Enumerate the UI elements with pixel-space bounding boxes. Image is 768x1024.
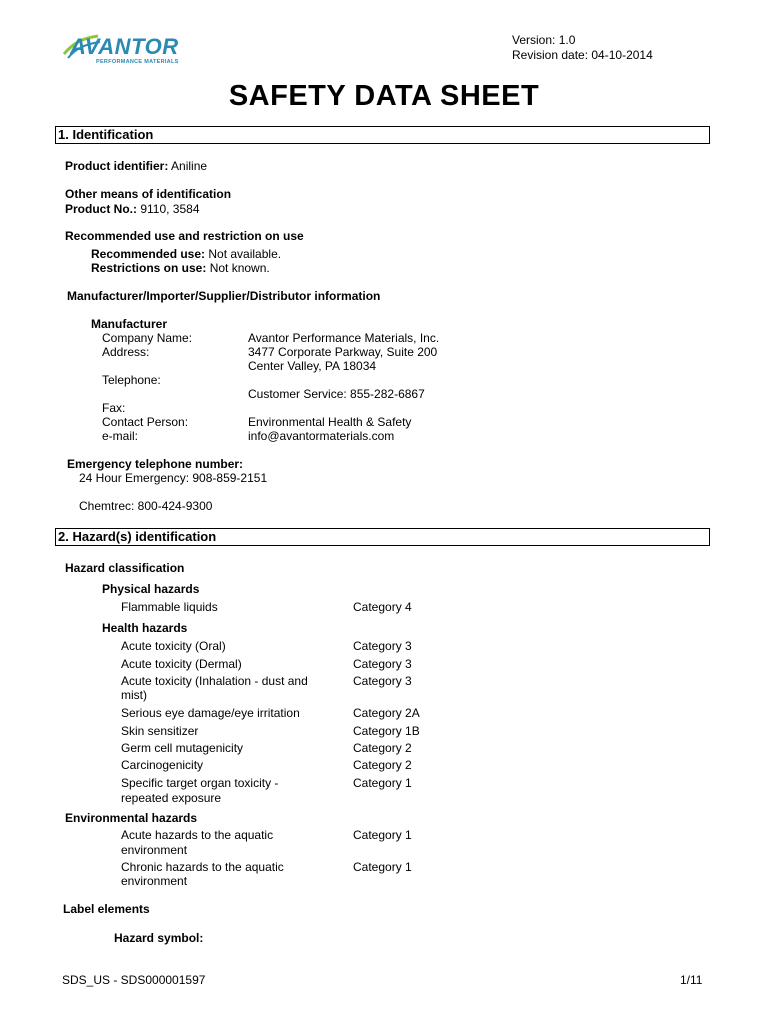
version-block [512, 33, 653, 63]
hazard-name: Chronic hazards to the aquatic [121, 860, 284, 874]
hazard-category: Category 3 [353, 639, 412, 653]
contact-person-value: Environmental Health & Safety [248, 415, 412, 429]
emergency-heading: Emergency telephone number: [67, 457, 244, 471]
hazard-name: Acute toxicity (Inhalation - dust and [121, 674, 308, 688]
revision-date: Revision date: 04-10-2014 [512, 48, 653, 62]
restrictions-on-use [91, 261, 270, 275]
recommended-use [91, 247, 281, 261]
recommended-use-heading: Recommended use and restriction on use [65, 229, 304, 243]
hazard-category: Category 1 [353, 776, 412, 790]
hazard-category: Category 1 [353, 828, 412, 842]
health-hazards-heading: Health hazards [102, 621, 188, 635]
hazard-category: Category 3 [353, 657, 412, 671]
label-elements-heading: Label elements [63, 902, 150, 916]
address-line2: Center Valley, PA 18034 [248, 359, 377, 373]
logo-text: AVANTOR [70, 34, 179, 59]
product-no-value: 9110, 3584 [137, 202, 200, 216]
address-line1: 3477 Corporate Parkway, Suite 200 [248, 345, 438, 359]
company-name-value: Avantor Performance Materials, Inc. [248, 331, 440, 345]
contact-person-label: Contact Person: [102, 415, 189, 429]
hazard-category: Category 1B [353, 724, 420, 738]
environmental-hazards-heading: Environmental hazards [65, 811, 198, 825]
hazard-name: Acute hazards to the aquatic [121, 828, 274, 842]
restrictions-value: Not known. [206, 261, 270, 275]
hazard-name-cont: environment [121, 874, 188, 888]
hazard-name-cont: repeated exposure [121, 791, 222, 805]
hazard-category: Category 2A [353, 706, 420, 720]
hazard-category: Category 2 [353, 741, 412, 755]
hazard-name: Acute toxicity (Oral) [121, 639, 226, 653]
product-identifier-label: Product identifier: [65, 159, 169, 173]
section-1-heading: 1. Identification [58, 127, 154, 142]
product-number [65, 202, 200, 216]
telephone-label: Telephone: [102, 373, 161, 387]
chemtrec: Chemtrec: 800-424-9300 [79, 499, 213, 513]
hazard-name: Skin sensitizer [121, 724, 199, 738]
hazard-classification-heading: Hazard classification [65, 561, 185, 575]
page-title: SAFETY DATA SHEET [228, 80, 540, 112]
hazard-name-cont: mist) [121, 688, 147, 702]
footer-doc-id: SDS_US - SDS000001597 [62, 973, 206, 987]
section-2-heading: 2. Hazard(s) identification [58, 529, 217, 544]
logo-subtext: PERFORMANCE MATERIALS [96, 59, 179, 65]
product-identifier-value: Aniline [168, 159, 208, 173]
customer-service: Customer Service: 855-282-6867 [248, 387, 425, 401]
product-no-label: Product No.: [65, 202, 137, 216]
hazard-name: Flammable liquids [121, 600, 218, 614]
product-identifier [65, 159, 207, 173]
address-label: Address: [102, 345, 150, 359]
hazard-category: Category 3 [353, 674, 412, 688]
restrictions-label: Restrictions on use: [91, 261, 207, 275]
hazard-symbol-label: Hazard symbol: [114, 931, 204, 945]
email-value[interactable]: info@avantormaterials.com [248, 429, 395, 443]
emergency-24h: 24 Hour Emergency: 908-859-2151 [79, 471, 268, 485]
hazard-name: Serious eye damage/eye irritation [121, 706, 300, 720]
hazard-name: Specific target organ toxicity - [121, 776, 279, 790]
email-label: e-mail: [102, 429, 139, 443]
company-name-label: Company Name: [102, 331, 193, 345]
section-1-header [55, 126, 710, 144]
hazard-category: Category 4 [353, 600, 412, 614]
hazard-name: Carcinogenicity [121, 758, 204, 772]
recommended-use-value: Not available. [205, 247, 282, 261]
hazard-category: Category 2 [353, 758, 412, 772]
fax-label: Fax: [102, 401, 126, 415]
hazard-name: Acute toxicity (Dermal) [121, 657, 242, 671]
manufacturer-info-heading: Manufacturer/Importer/Supplier/Distributor information [67, 289, 381, 303]
other-means-heading: Other means of identification [65, 187, 232, 201]
recommended-use-label: Recommended use: [91, 247, 206, 261]
avantor-logo [62, 32, 192, 72]
hazard-name: Germ cell mutagenicity [121, 741, 244, 755]
section-2-header [55, 528, 710, 546]
hazard-name-cont: environment [121, 843, 188, 857]
footer-page-number: 1/11 [680, 973, 703, 987]
manufacturer-heading: Manufacturer [91, 317, 168, 331]
physical-hazards-heading: Physical hazards [102, 582, 200, 596]
version-text: Version: 1.0 [512, 33, 576, 47]
hazard-category: Category 1 [353, 860, 412, 874]
